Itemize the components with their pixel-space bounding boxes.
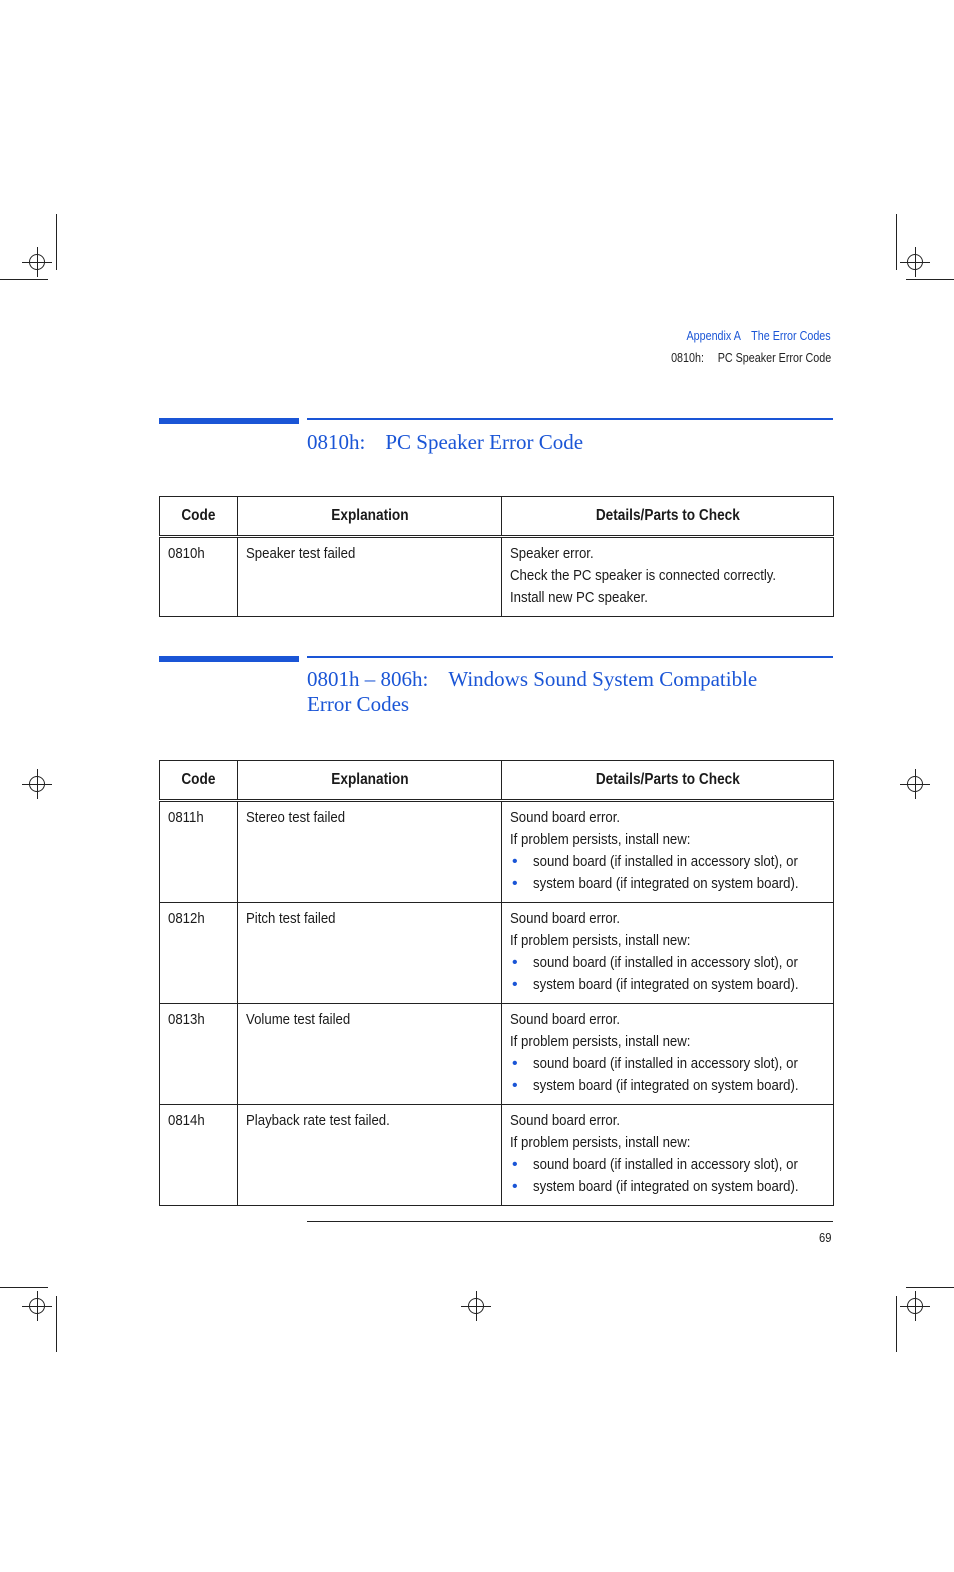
table-row [160, 1004, 834, 1105]
error-code-cell: 0811h [160, 801, 238, 903]
error-code-cell: 0814h [160, 1105, 238, 1206]
details-cell: Sound board error. If problem persists, install new: • sound board (if installed in accessory slot), or • system board (if integrated on system board). [502, 1004, 834, 1105]
table-row [160, 903, 834, 1004]
error-code-cell: 0813h [160, 1004, 238, 1105]
explanation-cell: Stereo test failed [238, 801, 502, 903]
col-header-code: Code [160, 497, 238, 537]
explanation-cell: Playback rate test failed. [238, 1105, 502, 1206]
list-item: • sound board (if installed in accessory slot), or [510, 1053, 825, 1075]
list-item: • system board (if integrated on system board). [510, 1176, 825, 1198]
section2-title-line2: Error Codes [307, 692, 410, 716]
error-code-cell: 0812h [160, 903, 238, 1004]
list-item: • system board (if integrated on system board). [510, 873, 825, 895]
details-cell: Sound board error. If problem persists, install new: • sound board (if installed in accessory slot), or • system board (if integrated on system board). [502, 1105, 834, 1206]
list-item: • sound board (if installed in accessory slot), or [510, 851, 825, 873]
explanation-cell: Speaker test failed [238, 537, 502, 617]
list-item: • system board (if integrated on system board). [510, 1075, 825, 1097]
table-header-row [160, 497, 834, 537]
details-cell: Speaker error. Check the PC speaker is connected correctly. Install new PC speaker. [502, 537, 834, 617]
details-cell: Sound board error. If problem persists, install new: • sound board (if installed in accessory slot), or • system board (if integrated on system board). [502, 801, 834, 903]
footer-rule [307, 1221, 833, 1222]
section2-code: 0801h – 806h: [307, 667, 429, 691]
col-header-details: Details/Parts to Check [502, 497, 834, 537]
section2-heading [307, 667, 827, 717]
list-item: • sound board (if installed in accessory slot), or [510, 1154, 825, 1176]
parts-list [510, 851, 825, 895]
running-header-chapter [687, 329, 831, 343]
explanation-cell: Volume test failed [238, 1004, 502, 1105]
parts-list [510, 1154, 825, 1198]
appendix-label: Appendix A [686, 329, 742, 343]
parts-list [510, 952, 825, 996]
table-header-row [160, 761, 834, 801]
error-code-cell: 0810h [160, 537, 238, 617]
section1-code: 0810h: [307, 430, 366, 454]
section2-title-line1: Windows Sound System Compatible [448, 667, 758, 691]
table-row [160, 801, 834, 903]
section-code: 0810h: [670, 351, 704, 365]
running-header-section [671, 351, 831, 365]
col-header-details: Details/Parts to Check [502, 761, 834, 801]
chapter-title: The Error Codes [751, 329, 831, 343]
section1-title: PC Speaker Error Code [385, 430, 584, 454]
list-item: • sound board (if installed in accessory slot), or [510, 952, 825, 974]
details-cell: Sound board error. If problem persists, install new: • sound board (if installed in accessory slot), or • system board (if integrated on system board). [502, 903, 834, 1004]
table-row [160, 1105, 834, 1206]
section1-heading [307, 430, 827, 455]
pc-speaker-error-table [159, 496, 834, 617]
table-row [160, 537, 834, 617]
col-header-explanation: Explanation [238, 761, 502, 801]
col-header-explanation: Explanation [238, 497, 502, 537]
page-number: 69 [818, 1230, 831, 1245]
sound-system-error-table [159, 760, 834, 1206]
section1-accent-bar [159, 418, 299, 424]
explanation-cell: Pitch test failed [238, 903, 502, 1004]
section2-accent-bar [159, 656, 299, 662]
section-title: PC Speaker Error Code [717, 351, 831, 365]
list-item: • system board (if integrated on system board). [510, 974, 825, 996]
col-header-code: Code [160, 761, 238, 801]
section1-rule [307, 418, 833, 420]
section2-rule [307, 656, 833, 658]
parts-list [510, 1053, 825, 1097]
